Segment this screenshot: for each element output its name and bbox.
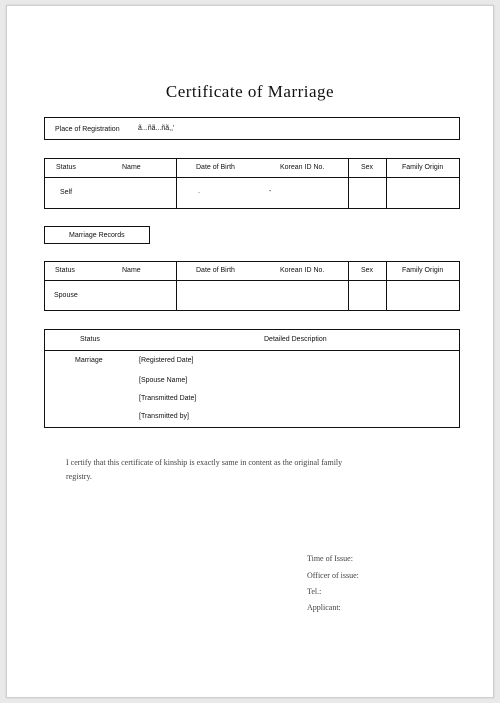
issue-time-label: Time of Issue: (307, 554, 353, 563)
col-id: Korean ID No. (280, 267, 325, 274)
self-status: Self (60, 189, 73, 196)
self-table (44, 158, 460, 209)
col-status: Status (56, 164, 76, 171)
page-title: Certificate of Marriage (165, 82, 335, 101)
column-divider (348, 262, 349, 310)
field-registered-date: [Registered Date] (139, 357, 194, 364)
col-dob: Date of Birth (196, 164, 235, 171)
issue-tel-label: Tel.: (307, 587, 322, 596)
column-divider (386, 262, 387, 310)
registration-value: ã...ñã...ñã,,' (138, 125, 175, 132)
issue-officer-label: Officer of issue: (307, 571, 359, 580)
registration-label: Place of Registration (55, 126, 120, 133)
certification-line1: I certify that this certificate of kinship is exactly same in content as the original family (66, 458, 343, 467)
header-divider (45, 177, 459, 178)
detail-col-description: Detailed Description (264, 336, 327, 343)
registration-box (44, 117, 460, 140)
issue-applicant-label: Applicant: (307, 603, 341, 612)
spouse-status: Spouse (54, 292, 78, 299)
detail-status: Marriage (75, 357, 103, 364)
detail-table (44, 329, 460, 428)
col-origin: Family Origin (402, 164, 444, 171)
marriage-records-label: Marriage Records (69, 232, 125, 239)
header-divider (45, 280, 459, 281)
marriage-records-label-box (44, 226, 150, 244)
header-divider (45, 350, 459, 351)
col-name: Name (122, 267, 141, 274)
col-dob: Date of Birth (196, 267, 235, 274)
column-divider (176, 262, 177, 310)
column-divider (348, 159, 349, 208)
col-name: Name (122, 164, 141, 171)
column-divider (176, 159, 177, 208)
certification-line2: registry. (66, 472, 92, 481)
col-sex: Sex (361, 267, 374, 274)
certificate-page (6, 5, 494, 698)
detail-col-status: Status (80, 336, 100, 343)
field-spouse-name: [Spouse Name] (139, 377, 188, 384)
self-id: - (269, 188, 272, 195)
column-divider (386, 159, 387, 208)
self-dob: . (198, 188, 200, 195)
field-transmitted-by: [Transmitted by] (139, 413, 189, 420)
col-id: Korean ID No. (280, 164, 325, 171)
spouse-table (44, 261, 460, 311)
field-transmitted-date: [Transmitted Date] (139, 395, 197, 402)
col-origin: Family Origin (402, 267, 444, 274)
col-status: Status (55, 267, 75, 274)
col-sex: Sex (361, 164, 374, 171)
